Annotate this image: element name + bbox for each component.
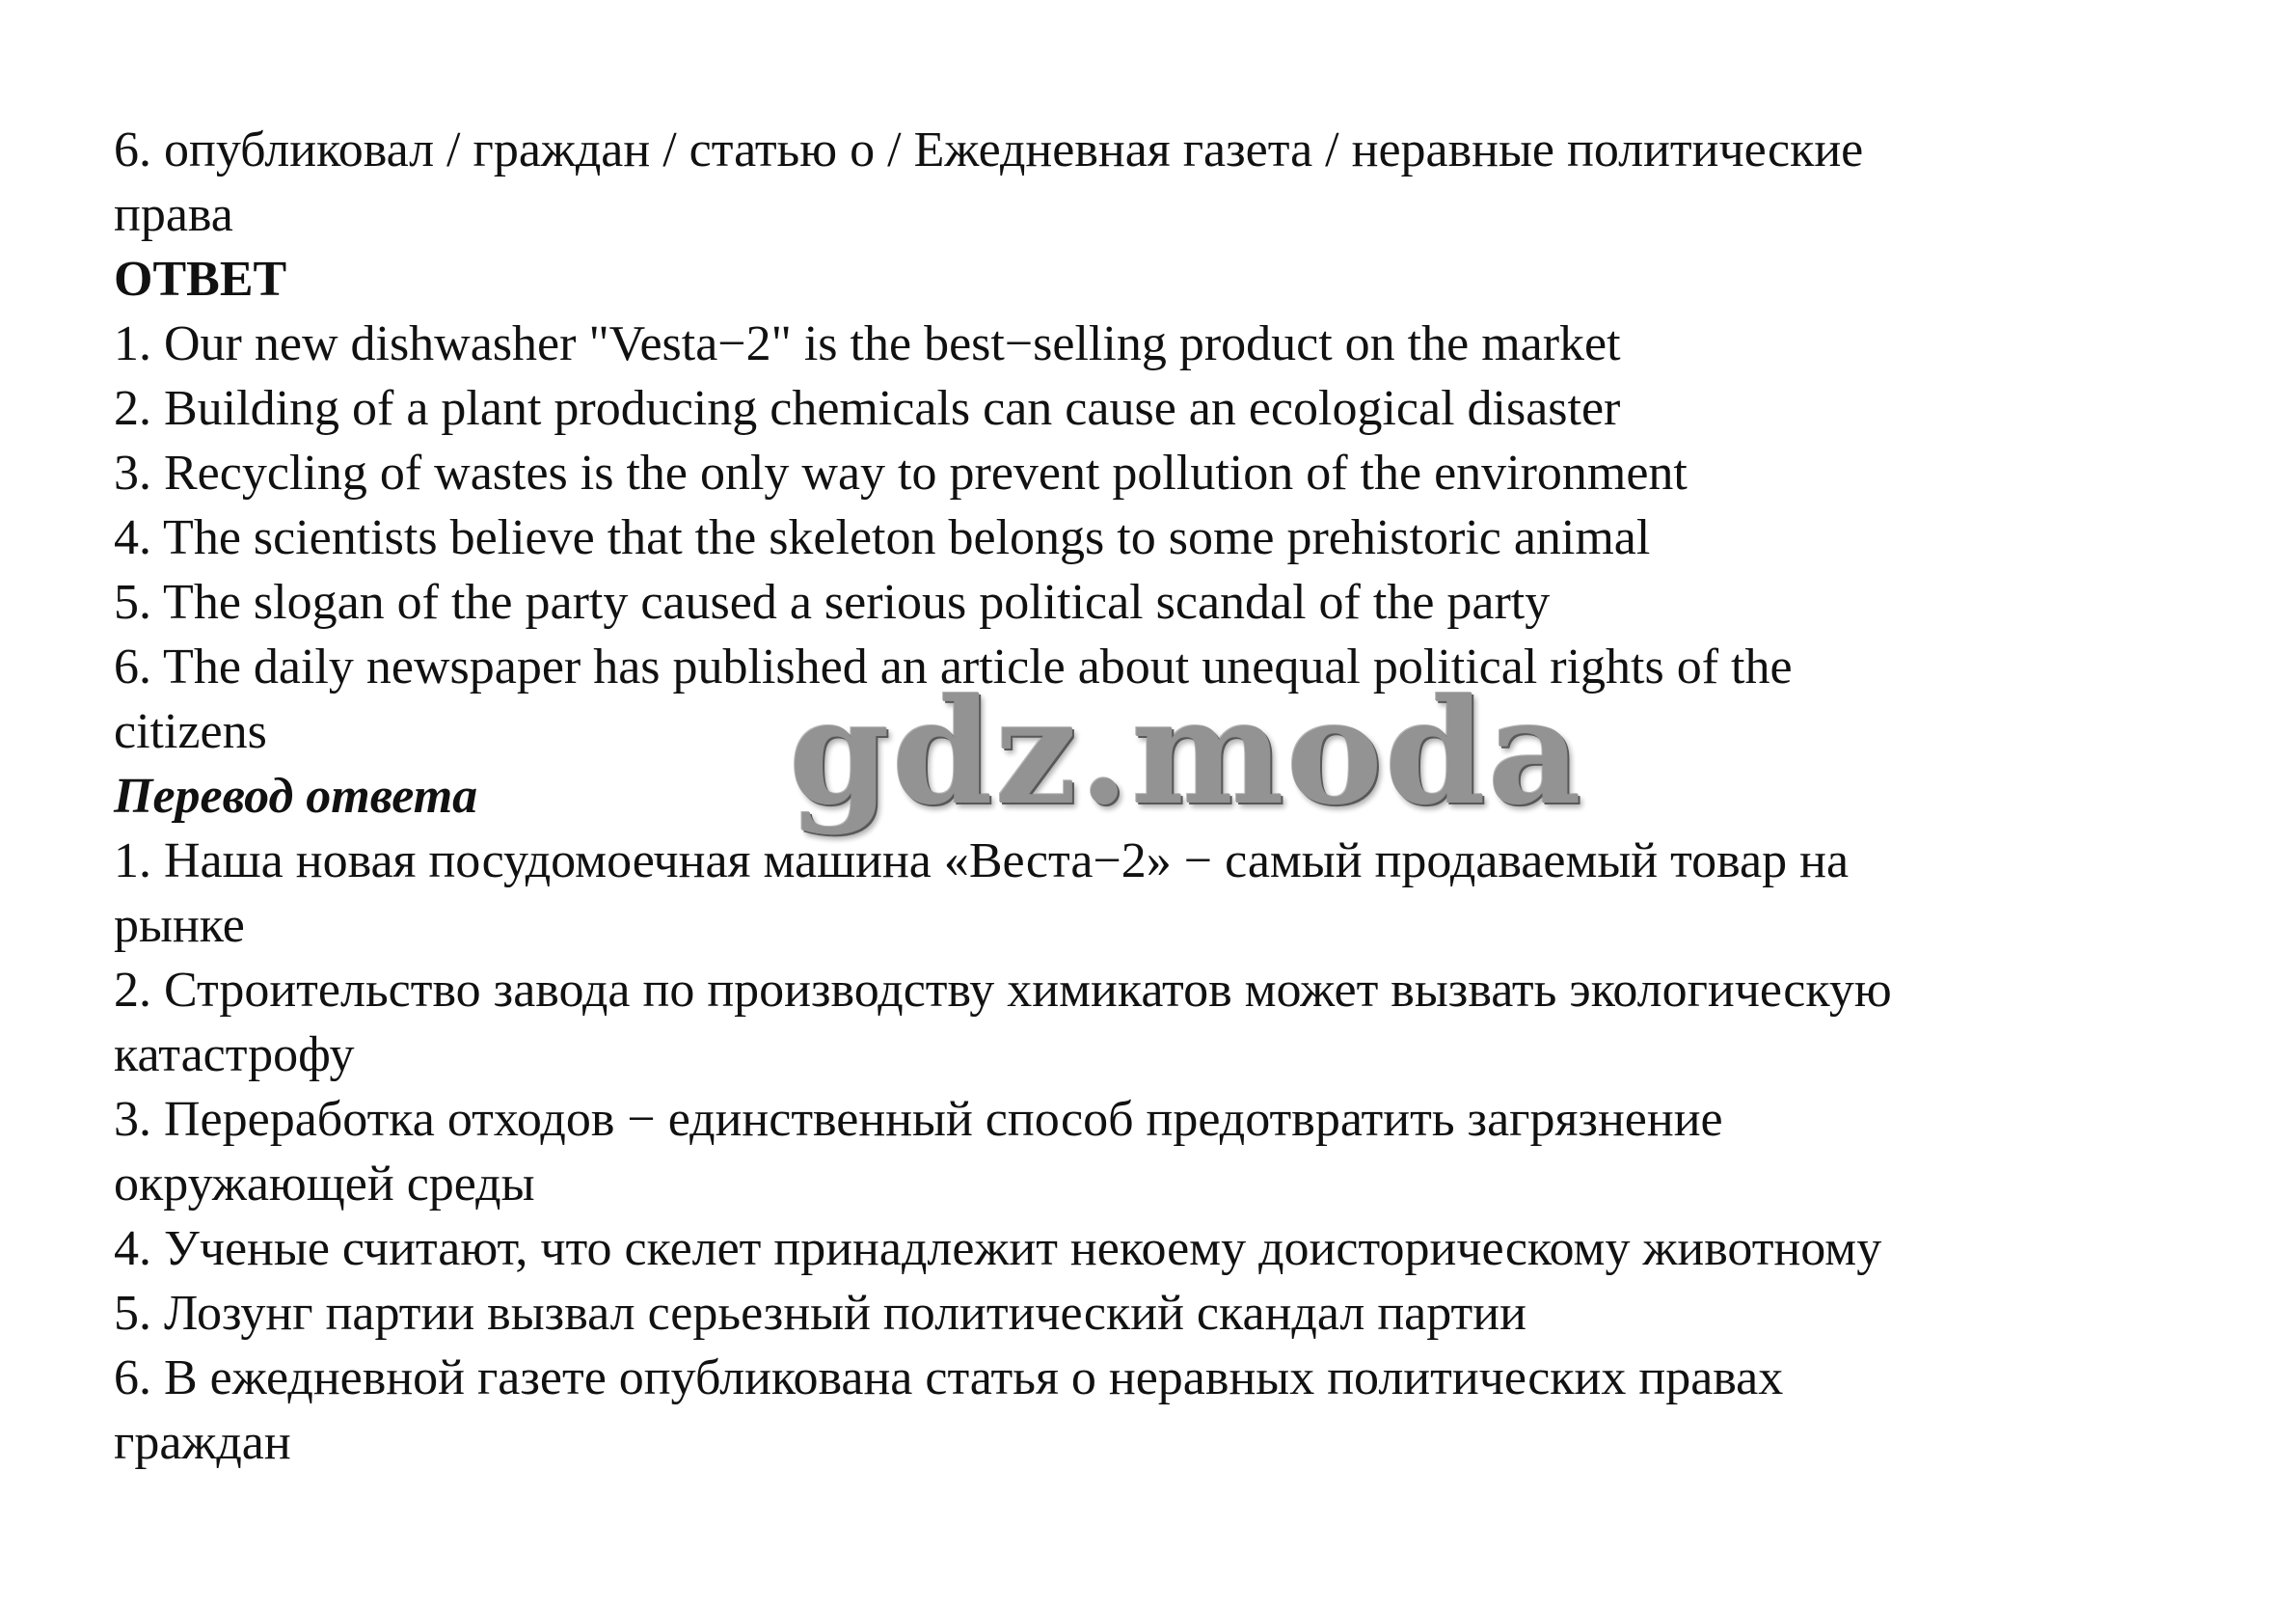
- watermark-logo: gdz.moda: [789, 667, 1584, 837]
- translation-line: граждан: [114, 1415, 291, 1470]
- translation-line: 3. Переработка отходов − единственный способ предотвратить загрязнение: [114, 1092, 1723, 1147]
- answer-heading: ОТВЕТ: [114, 252, 287, 307]
- answer-line: 6. The daily newspaper has published an article about unequal political rights of the: [114, 640, 1793, 695]
- answer-line: 3. Recycling of wastes is the only way to prevent pollution of the environment: [114, 446, 1688, 501]
- translation-line: 6. В ежедневной газете опубликована статья о неравных политических правах: [114, 1350, 1784, 1405]
- answer-line: 5. The slogan of the party caused a serious political scandal of the party: [114, 575, 1551, 630]
- translation-line: 4. Ученые считают, что скелет принадлежит некоему доисторическому животному: [114, 1221, 1882, 1276]
- intro-line: права: [114, 187, 233, 242]
- translation-line: катастрофу: [114, 1027, 355, 1082]
- intro-line: 6. опубликовал / граждан / статью о / Ежедневная газета / неравные политические: [114, 123, 1864, 177]
- answer-line: 4. The scientists believe that the skeleton belongs to some prehistoric animal: [114, 510, 1651, 565]
- translation-line: окружающей среды: [114, 1157, 535, 1212]
- translation-line: 5. Лозунг партии вызвал серьезный политический скандал партии: [114, 1286, 1526, 1341]
- translation-heading: Перевод ответа: [114, 769, 478, 824]
- translation-line: 1. Наша новая посудомоечная машина «Веста−2» − самый продаваемый товар на: [114, 833, 1850, 888]
- answer-line: 1. Our new dishwasher "Vesta−2" is the best−selling product on the market: [114, 316, 1621, 371]
- translation-line: рынке: [114, 898, 245, 953]
- answer-line: 2. Building of a plant producing chemicals can cause an ecological disaster: [114, 381, 1621, 436]
- translation-line: 2. Строительство завода по производству химикатов может вызвать экологическую: [114, 963, 1892, 1018]
- answer-line: citizens: [114, 704, 267, 759]
